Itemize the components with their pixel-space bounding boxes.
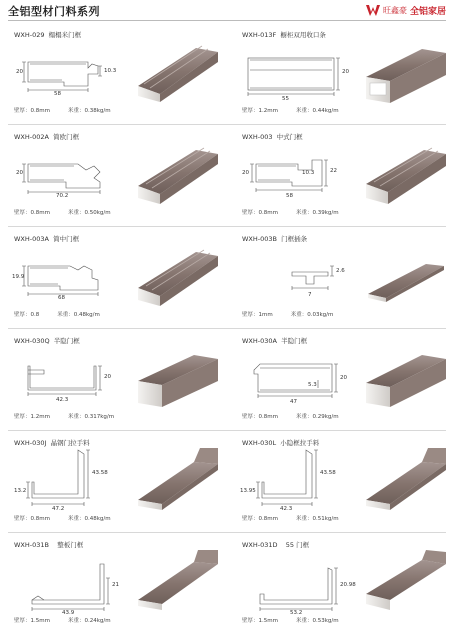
wall-thickness: 壁厚：0.8 [14,312,40,318]
profile-photo [366,146,446,206]
dimension-label: 10.3 [104,68,117,74]
product-title [14,540,83,549]
profile-photo [138,44,218,104]
product-specs [242,106,339,114]
product-name: 橱柜双用收口条 [280,31,326,39]
product-card [4,24,222,128]
profile-photo [366,248,446,308]
product-specs [242,310,333,318]
profile-photo [366,42,446,104]
brand [366,3,446,17]
brand-logo-icon [366,5,380,16]
product-name: 小隐框拉手料 [280,439,320,447]
dimension-label: 53.2 [290,610,303,616]
dimension-label: 20 [16,170,23,176]
product-specs [242,208,339,216]
dimension-label: 20 [16,69,23,75]
dimension-label: 7 [308,292,312,298]
product-code: WXH-030L [242,439,277,447]
dimension-label: 42.3 [56,397,69,403]
product-card [4,534,222,638]
product-code: WXH-031B [14,541,49,549]
dimension-label: 20 [104,374,111,380]
wall-thickness: 壁厚：0.8mm [242,516,278,522]
product-name: 晶钢门拉手料 [50,439,90,447]
product-title [242,336,307,345]
page-header [0,0,454,22]
brand-slogan: 全铝家居 [409,6,446,17]
profile-photo [138,248,218,308]
meter-weight: 米重：0.44kg/m [295,108,339,114]
profile-photo [138,550,218,614]
dimension-label: 13.95 [240,488,256,494]
product-code: WXH-030J [14,439,47,447]
product-code: WXH-003B [242,235,277,243]
product-code: WXH-030Q [14,337,50,345]
wall-thickness: 壁厚：1mm [242,312,273,318]
product-code: WXH-013F [242,31,277,39]
wall-thickness: 壁厚：1.2mm [14,414,50,420]
wall-thickness: 壁厚：0.8mm [242,210,278,216]
dimension-label: 58 [286,193,293,199]
meter-weight: 米重：0.38kg/m [67,108,111,114]
product-specs [14,514,111,522]
product-title [242,234,307,243]
dimension-label: 43.58 [320,470,336,476]
product-name: 中式门框 [276,133,303,141]
dimension-label: 13.2 [14,488,27,494]
dimension-label: 21 [112,582,119,588]
wall-thickness: 壁厚：1.2mm [242,108,278,114]
product-card [232,330,450,434]
product-card [4,432,222,536]
dimension-label: 20 [342,69,349,75]
product-title [242,132,303,141]
product-specs [14,208,111,216]
wall-thickness: 壁厚：1.5mm [242,618,278,624]
dimension-label: 22 [330,168,337,174]
product-name: 简欧门框 [53,133,80,141]
product-specs [242,412,339,420]
product-title [14,30,81,39]
meter-weight: 米重：0.03kg/m [290,312,334,318]
meter-weight: 米重：0.29kg/m [295,414,339,420]
product-card [232,126,450,230]
product-name: 简中门框 [53,235,80,243]
product-card [4,228,222,332]
product-card [232,432,450,536]
product-name: 整板门框 [57,541,84,549]
product-specs [14,106,111,114]
product-specs [14,310,100,318]
dimension-label: 68 [58,295,65,301]
dimension-label: 47 [290,399,297,405]
product-name: 半隐门框 [281,337,308,345]
product-title [14,438,90,447]
product-code: WXH-029 [14,31,45,39]
product-code: WXH-003 [242,133,273,141]
profile-photo [366,448,446,512]
dimension-label: 5.3 [308,382,317,388]
product-specs [242,616,339,624]
meter-weight: 米重：0.24kg/m [67,618,111,624]
meter-weight: 米重：0.50kg/m [67,210,111,216]
product-card [232,228,450,332]
wall-thickness: 壁厚：0.8mm [14,210,50,216]
dimension-label: 20 [242,170,249,176]
wall-thickness: 壁厚：0.8mm [14,108,50,114]
dimension-label: 58 [54,91,61,97]
wall-thickness: 壁厚：0.8mm [14,516,50,522]
product-name: 半隐门框 [53,337,80,345]
product-title [242,438,319,447]
product-code: WXH-030A [242,337,277,345]
dimension-label: 55 [282,96,289,102]
product-name: 榻榻米门框 [48,31,82,39]
profile-photo [138,146,218,206]
wall-thickness: 壁厚：0.8mm [242,414,278,420]
product-specs [14,412,114,420]
product-card [4,330,222,434]
meter-weight: 米重：0.51kg/m [295,516,339,522]
dimension-label: 43.9 [62,610,75,616]
meter-weight: 米重：0.317kg/m [67,414,115,420]
dimension-label: 10.3 [302,170,315,176]
product-title [14,132,79,141]
dimension-label: 47.2 [52,506,65,512]
product-code: WXH-031D [242,541,278,549]
brand-name: 旺鑫豪 [382,5,407,15]
profile-photo [366,348,446,410]
product-code: WXH-003A [14,235,49,243]
page-title: 全铝型材门料系列 [8,5,100,18]
title-divider [8,20,446,21]
dimension-label: 42.3 [280,506,293,512]
product-title [242,540,309,549]
profile-photo [366,550,446,614]
product-title [14,234,79,243]
dimension-label: 19.9 [12,274,25,280]
profile-photo [138,448,218,512]
meter-weight: 米重：0.39kg/m [295,210,339,216]
product-card [232,534,450,638]
dimension-label: 43.58 [92,470,108,476]
dimension-label: 20.98 [340,582,356,588]
meter-weight: 米重：0.48kg/m [67,516,111,522]
dimension-label: 70.2 [56,193,69,199]
product-specs [242,514,339,522]
product-specs [14,616,111,624]
product-code: WXH-002A [14,133,49,141]
product-title [14,336,80,345]
product-title [242,30,326,39]
product-card [4,126,222,230]
product-card [232,24,450,128]
product-name: 门框插条 [281,235,308,243]
profile-photo [138,348,218,410]
wall-thickness: 壁厚：1.5mm [14,618,50,624]
product-name: 55 门框 [285,541,310,549]
meter-weight: 米重：0.48kg/m [57,312,100,318]
dimension-label: 2.6 [336,268,345,274]
dimension-label: 20 [340,375,347,381]
meter-weight: 米重：0.53kg/m [295,618,339,624]
